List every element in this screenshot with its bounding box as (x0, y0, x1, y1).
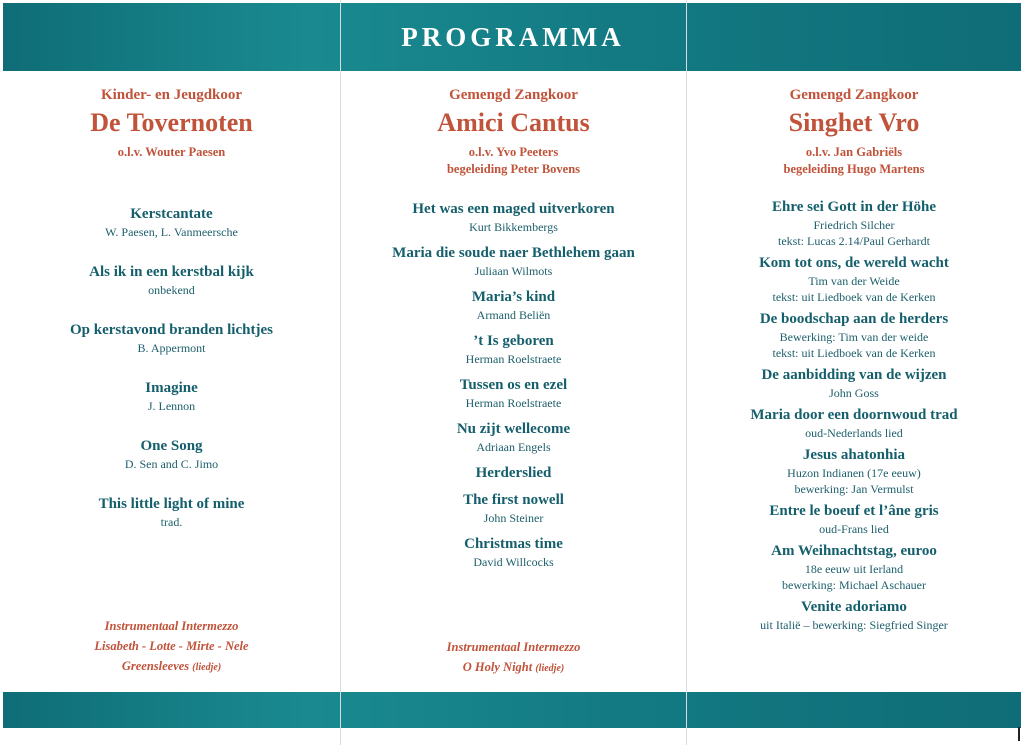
song-title: Maria die soude naer Bethlehem gaan (392, 245, 635, 261)
edge-mark (1018, 727, 1020, 741)
song-title: Entre le boeuf et l’âne gris (769, 503, 939, 519)
intermezzo-note: (liedje) (535, 663, 565, 674)
song-item (392, 288, 635, 324)
song-item (750, 310, 957, 361)
song-credit: 18e eeuw uit Ierland (804, 562, 904, 576)
intermezzo (341, 637, 686, 679)
song-credit: Herman Roelstraete (465, 352, 562, 366)
song-item (392, 420, 635, 456)
intermezzo (3, 616, 340, 678)
song-list (70, 205, 273, 531)
song-credit: onbekend (148, 283, 195, 297)
conductor-line: o.l.v. Jan Gabriëls (805, 145, 903, 159)
intermezzo-piece-line (341, 657, 686, 679)
song-title: Am Weihnachtstag, euroo (771, 543, 937, 559)
song-credit: uit Italië – bewerking: Siegfried Singer (760, 618, 948, 632)
song-title: Venite adoriamo (801, 599, 907, 615)
song-credit: trad. (160, 515, 183, 529)
song-item (70, 205, 273, 241)
choir-type: Gemengd Zangkoor (449, 87, 578, 103)
song-title: Kom tot ons, de wereld wacht (759, 255, 949, 271)
song-item (750, 542, 957, 593)
song-title: De boodschap aan de herders (759, 311, 949, 327)
song-credit: oud-Nederlands lied (805, 426, 903, 440)
song-item (750, 598, 957, 633)
song-item (70, 379, 273, 415)
song-title: Als ik in een kerstbal kijk (89, 264, 254, 280)
song-item (392, 464, 635, 483)
song-credit: bewerking: Michael Aschauer (782, 578, 926, 592)
panel-singhet-vro (687, 71, 1021, 692)
song-credit: David Willcocks (473, 555, 554, 569)
song-item (750, 406, 957, 441)
choir-name: Singhet Vro (788, 108, 920, 137)
page-title: PROGRAMMA (401, 21, 625, 52)
song-credit: John Steiner (483, 511, 544, 525)
song-title: Kerstcantate (130, 206, 213, 222)
song-credit: Kurt Bikkembergs (469, 220, 558, 234)
song-title: Tussen os en ezel (459, 377, 568, 393)
song-credit: John Goss (829, 386, 879, 400)
intermezzo-note: (liedje) (192, 662, 222, 673)
song-item (70, 495, 273, 531)
song-credit: Bewerking: Tim van der weide (779, 330, 929, 344)
song-title: Maria’s kind (471, 289, 556, 305)
song-item (392, 200, 635, 236)
intermezzo-performers: Lisabeth - Lotte - Mirte - Nele (94, 639, 249, 653)
song-item (70, 437, 273, 473)
song-item (392, 376, 635, 412)
song-item (750, 254, 957, 305)
song-credit: Armand Beliën (476, 308, 551, 322)
intermezzo-heading: Instrumentaal Intermezzo (446, 640, 581, 654)
song-title: Herderslied (475, 465, 552, 481)
song-credit: bewerking: Jan Vermulst (794, 482, 914, 496)
song-item (750, 366, 957, 401)
conductor-line: o.l.v. Yvo Peeters (468, 145, 559, 159)
conductor (447, 144, 580, 178)
choir-type: Gemengd Zangkoor (789, 87, 919, 103)
song-credit: W. Paesen, L. Vanmeersche (105, 225, 238, 239)
conductor (784, 144, 925, 178)
song-title: Christmas time (464, 536, 563, 552)
accompaniment-line: begeleiding Hugo Martens (783, 162, 925, 176)
song-title: This little light of mine (98, 496, 245, 512)
song-title: De aanbidding van de wijzen (761, 367, 947, 383)
song-title: Imagine (145, 380, 198, 396)
song-title: Jesus ahatonhia (802, 447, 906, 463)
song-credit: J. Lennon (147, 399, 196, 413)
conductor: o.l.v. Wouter Paesen (117, 145, 226, 159)
song-credit: Adriaan Engels (476, 440, 551, 454)
song-credit: B. Appermont (137, 341, 206, 355)
song-credit: tekst: Lucas 2.14/Paul Gerhardt (778, 234, 930, 248)
panel-de-tovernoten (3, 71, 340, 692)
song-list (392, 200, 635, 571)
choir-name: De Tovernoten (90, 108, 253, 137)
song-item (70, 321, 273, 357)
song-title: Ehre sei Gott in der Höhe (771, 199, 936, 215)
song-title: Het was een maged uitverkoren (412, 201, 615, 217)
song-credit: tekst: uit Liedboek van de Kerken (772, 346, 936, 360)
choir-name: Amici Cantus (437, 108, 590, 137)
song-title: ’t Is geboren (473, 333, 554, 349)
song-item (392, 244, 635, 280)
song-credit: oud-Frans lied (819, 522, 889, 536)
song-item (392, 332, 635, 368)
song-credit: tekst: uit Liedboek van de Kerken (772, 290, 936, 304)
song-credit: Herman Roelstraete (465, 396, 562, 410)
song-title: Nu zijt wellecome (456, 421, 571, 437)
choir-type: Kinder- en Jeugdkoor (100, 87, 243, 103)
song-item (750, 198, 957, 249)
song-item (750, 502, 957, 537)
song-credit: Huzon Indianen (17e eeuw) (787, 466, 921, 480)
song-title: One Song (140, 438, 203, 454)
song-credit: Friedrich Silcher (813, 218, 895, 232)
song-credit: Tim van der Weide (808, 274, 900, 288)
intermezzo-piece-line (3, 656, 340, 678)
intermezzo-piece: Greensleeves (121, 659, 190, 673)
song-item (392, 535, 635, 571)
song-title: The first nowell (463, 492, 564, 508)
song-list (750, 198, 957, 633)
song-item (70, 263, 273, 299)
panel-amici-cantus (341, 71, 686, 692)
song-title: Op kerstavond branden lichtjes (70, 322, 273, 338)
song-item (392, 491, 635, 527)
song-credit: D. Sen and C. Jimo (124, 457, 219, 471)
song-credit: Juliaan Wilmots (474, 264, 553, 278)
song-item (750, 446, 957, 497)
song-title: Maria door een doornwoud trad (750, 407, 958, 423)
intermezzo-heading: Instrumentaal Intermezzo (104, 619, 239, 633)
accompaniment-line: begeleiding Peter Bovens (446, 162, 581, 176)
intermezzo-piece: O Holy Night (462, 660, 533, 674)
footer-band (3, 692, 1021, 728)
